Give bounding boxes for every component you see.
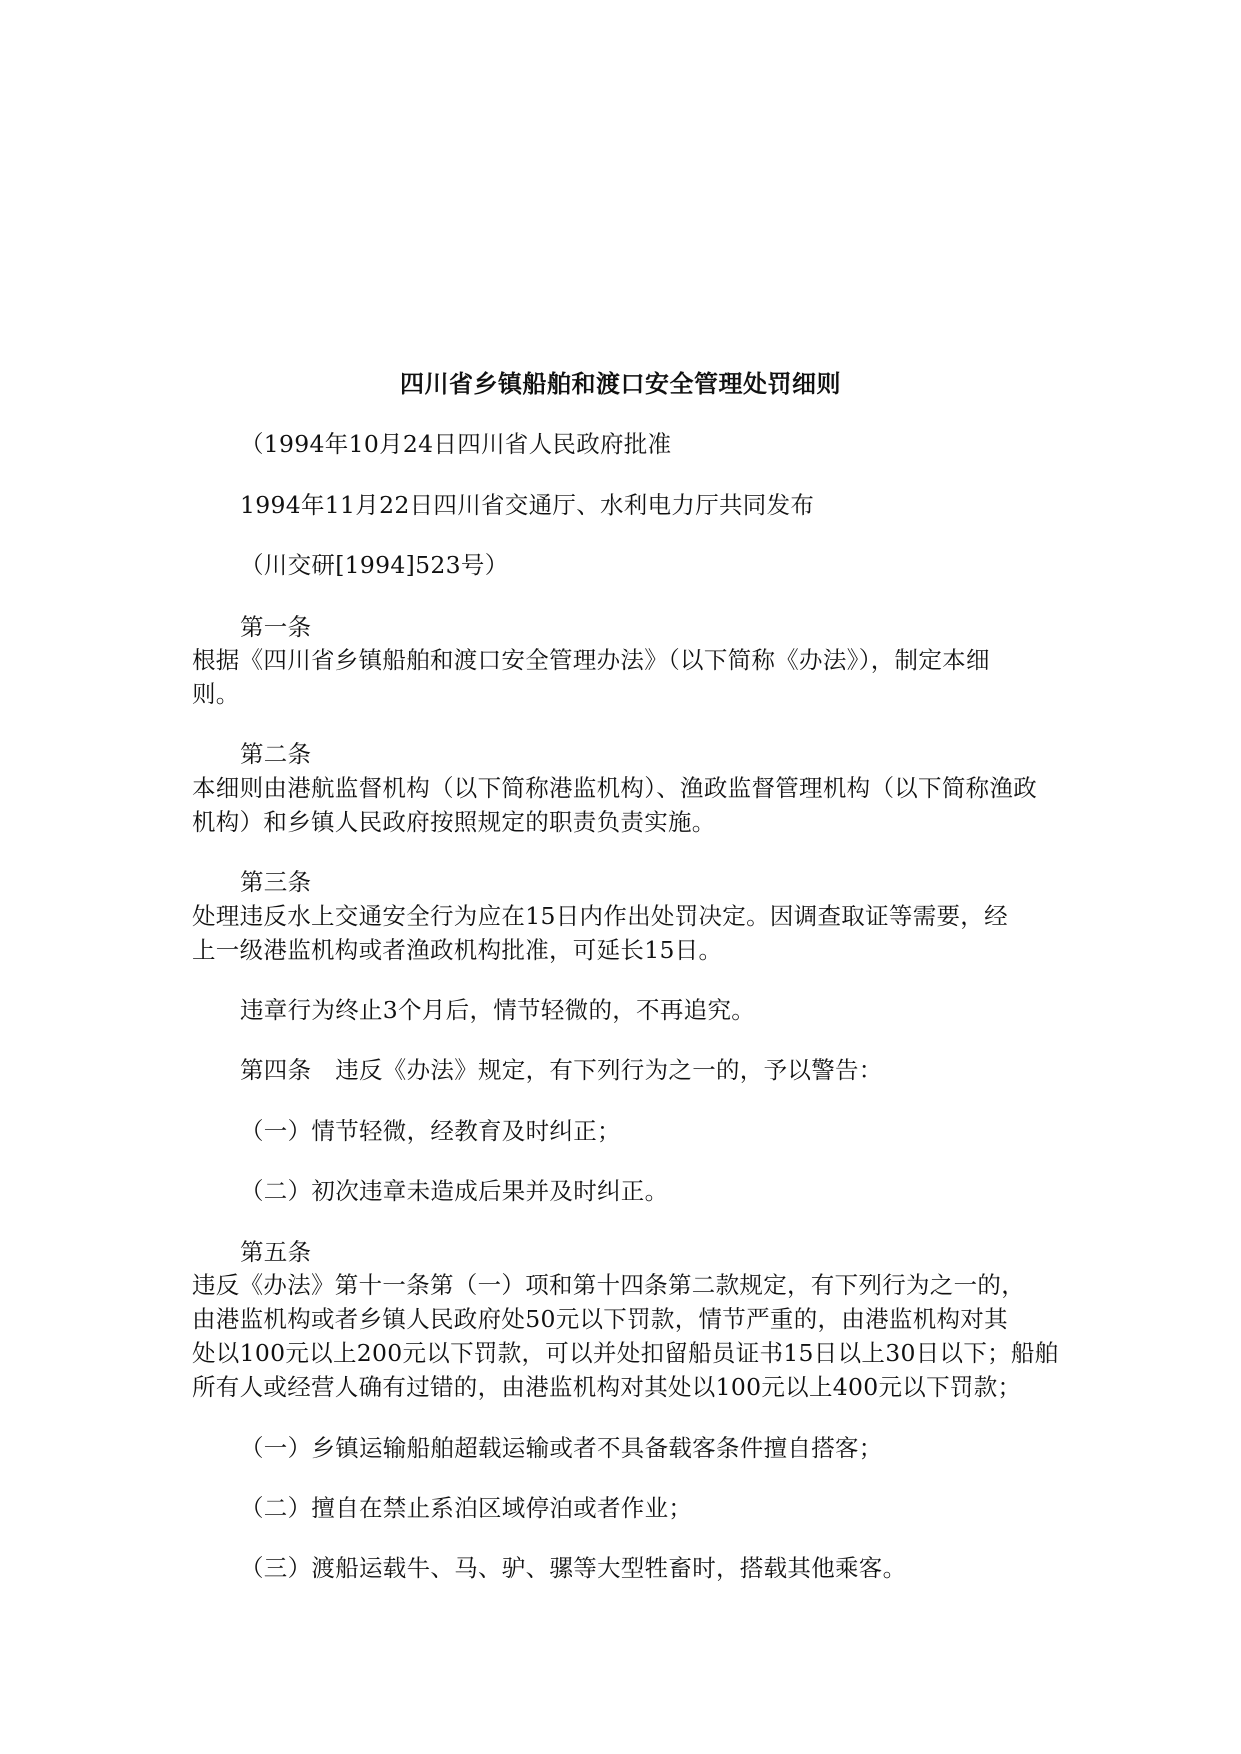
article-5-item: （二）擅自在禁止系泊区域停泊或者作业；: [240, 1494, 693, 1522]
article-4-item: （一）情节轻微，经教育及时纠正；: [240, 1117, 621, 1145]
article-5-item: （一）乡镇运输船舶超载运输或者不具备载客条件擅自搭客；: [240, 1434, 883, 1462]
publication-note: 1994年11月22日四川省交通厅、水利电力厅共同发布: [240, 491, 815, 519]
article-4-text: 第四条 违反《办法》规定，有下列行为之一的，予以警告：: [240, 1056, 883, 1084]
document-number: （川交研[1994]523号）: [240, 551, 509, 579]
article-1-text-line: 根据《四川省乡镇船舶和渡口安全管理办法》（以下简称《办法》），制定本细: [192, 646, 990, 674]
article-3-paragraph: 违章行为终止3个月后，情节轻微的，不再追究。: [240, 996, 756, 1024]
article-3-text-line: 处理违反水上交通安全行为应在15日内作出处罚决定。因调查取证等需要，经: [192, 902, 1008, 930]
article-5-item: （三）渡船运载牛、马、驴、骡等大型牲畜时，搭载其他乘客。: [240, 1554, 907, 1582]
article-3-text-line: 上一级港监机构或者渔政机构批准，可延长15日。: [192, 936, 723, 964]
article-5-heading: 第五条: [240, 1238, 312, 1266]
article-5-text-line: 违反《办法》第十一条第（一）项和第十四条第二款规定，有下列行为之一的，: [192, 1271, 1025, 1299]
document-title: 四川省乡镇船舶和渡口安全管理处罚细则: [400, 370, 841, 398]
article-5-text-line: 由港监机构或者乡镇人民政府处50元以下罚款，情节严重的，由港监机构对其: [192, 1305, 1008, 1333]
article-4-item: （二）初次违章未造成后果并及时纠正。: [240, 1177, 669, 1205]
article-5-text-line: 所有人或经营人确有过错的，由港监机构对其处以100元以上400元以下罚款；: [192, 1373, 1022, 1401]
article-2-text-line: 机构）和乡镇人民政府按照规定的职责负责实施。: [192, 808, 716, 836]
article-1-text-line: 则。: [192, 680, 240, 708]
article-3-heading: 第三条: [240, 868, 312, 896]
article-1-heading: 第一条: [240, 613, 312, 641]
article-2-text-line: 本细则由港航监督机构（以下简称港监机构）、渔政监督管理机构（以下简称渔政: [192, 774, 1038, 802]
approval-note: （1994年10月24日四川省人民政府批准: [240, 430, 672, 458]
article-2-heading: 第二条: [240, 740, 312, 768]
article-5-text-line: 处以100元以上200元以下罚款，可以并处扣留船员证书15日以上30日以下；船舶: [192, 1339, 1059, 1367]
